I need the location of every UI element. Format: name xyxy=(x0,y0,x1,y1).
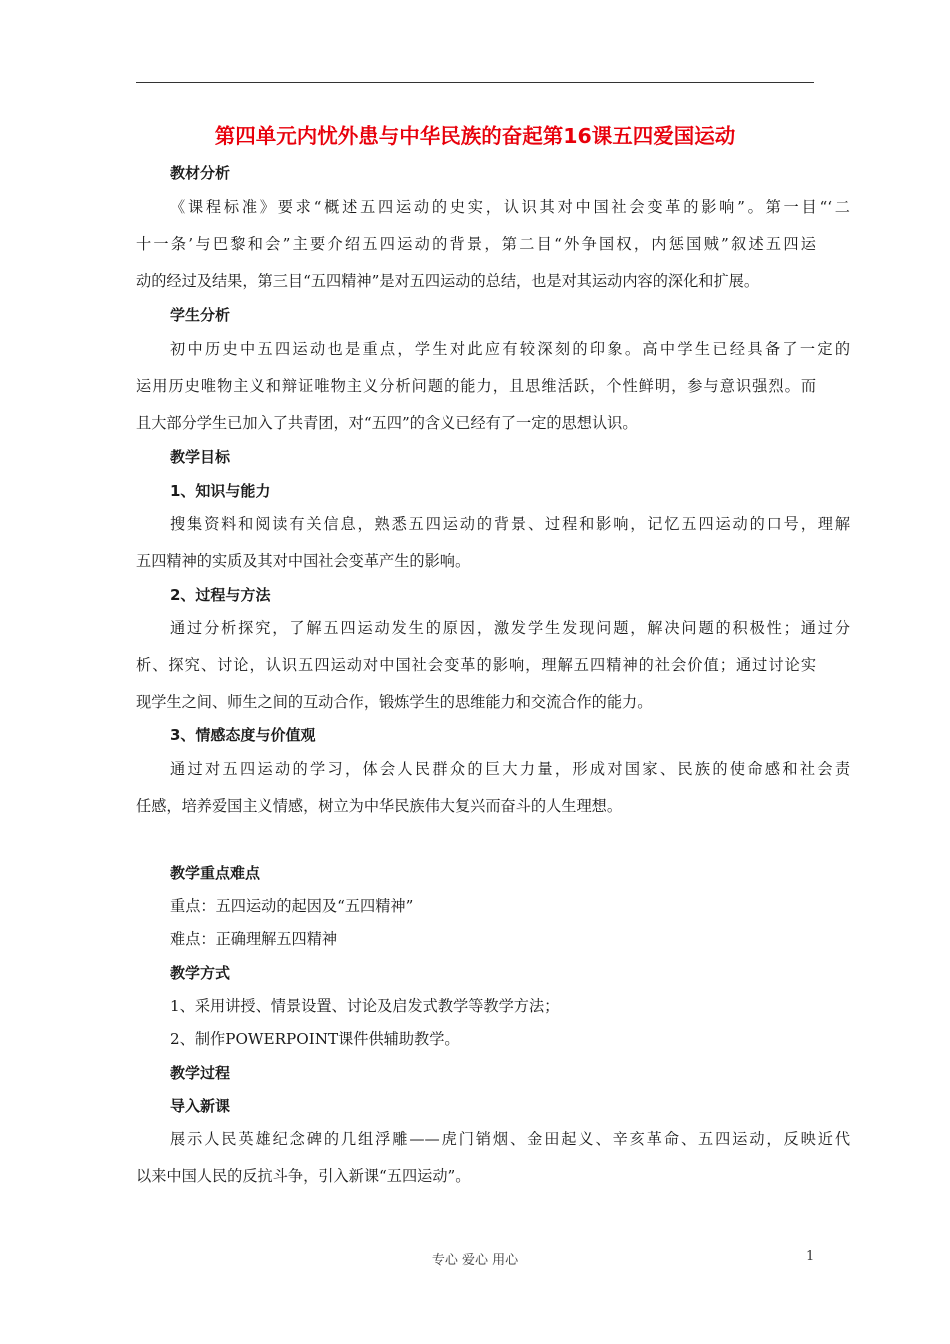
paragraph-line: 析、探究、讨论，认识五四运动对中国社会变革的影响，理解五四精神的社会价值；通过讨论实 xyxy=(136,656,816,674)
subheading-process: 2、过程与方法 xyxy=(170,586,271,604)
document-title: 第四单元内忧外患与中华民族的奋起第16课五四爱国运动 xyxy=(214,124,736,148)
subheading-knowledge: 1、知识与能力 xyxy=(170,482,271,500)
keypoint-line: 重点：五四运动的起因及“五四精神” xyxy=(170,897,414,915)
paragraph-line: 且大部分学生已加入了共青团，对“五四”的含义已经有了一定的思想认识。 xyxy=(136,414,638,432)
paragraph-line: 现学生之间、师生之间的互动合作，锻炼学生的思维能力和交流合作的能力。 xyxy=(136,693,653,711)
method-line: 1、采用讲授、情景设置、讨论及启发式教学等教学方法； xyxy=(170,997,560,1015)
section-heading-methods: 教学方式 xyxy=(170,964,231,982)
method-line: 2、制作POWERPOINT课件供辅助教学。 xyxy=(170,1030,460,1048)
section-heading-goals: 教学目标 xyxy=(170,448,231,466)
footer-motto: 专心 爱心 用心 xyxy=(431,1253,519,1268)
difficulty-line: 难点：正确理解五四精神 xyxy=(170,930,338,948)
paragraph-line: 展示人民英雄纪念碑的几组浮雕——虎门销烟、金田起义、辛亥革命、五四运动，反映近代 xyxy=(170,1130,850,1148)
paragraph-line: 通过分析探究，了解五四运动发生的原因，激发学生发现问题，解决问题的积极性；通过分 xyxy=(170,619,850,637)
paragraph-line: 任感，培养爱国主义情感，树立为中华民族伟大复兴而奋斗的人生理想。 xyxy=(136,797,622,815)
paragraph-line: 初中历史中五四运动也是重点，学生对此应有较深刻的印象。高中学生已经具备了一定的 xyxy=(170,340,850,358)
paragraph-line: 《课程标准》要求“概述五四运动的史实，认识其对中国社会变革的影响”。第一目“‘二 xyxy=(170,198,850,216)
section-heading-process: 教学过程 xyxy=(170,1064,231,1082)
paragraph-line: 五四精神的实质及其对中国社会变革产生的影响。 xyxy=(136,552,471,570)
header-rule xyxy=(136,82,814,83)
paragraph-line: 通过对五四运动的学习，体会人民群众的巨大力量，形成对国家、民族的使命感和社会责 xyxy=(170,760,850,778)
subheading-intro: 导入新课 xyxy=(170,1097,231,1115)
paragraph-line: 搜集资料和阅读有关信息，熟悉五四运动的背景、过程和影响，记忆五四运动的口号，理解 xyxy=(170,515,850,533)
section-heading-student: 学生分析 xyxy=(170,306,231,324)
section-heading-analysis: 教材分析 xyxy=(170,164,231,182)
paragraph-line: 运用历史唯物主义和辩证唯物主义分析问题的能力，且思维活跃，个性鲜明，参与意识强烈。而 xyxy=(136,377,816,395)
paragraph-line: 以来中国人民的反抗斗争，引入新课“五四运动”。 xyxy=(136,1167,471,1185)
subheading-values: 3、情感态度与价值观 xyxy=(170,726,316,744)
page-number: 1 xyxy=(806,1249,815,1264)
paragraph-line: 十一条’与巴黎和会”主要介绍五四运动的背景，第二目“外争国权，内惩国贼”叙述五四运 xyxy=(136,235,816,253)
section-heading-keypoints: 教学重点难点 xyxy=(170,864,261,882)
paragraph-line: 动的经过及结果，第三目“五四精神”是对五四运动的总结，也是对其运动内容的深化和扩展。 xyxy=(136,272,760,290)
